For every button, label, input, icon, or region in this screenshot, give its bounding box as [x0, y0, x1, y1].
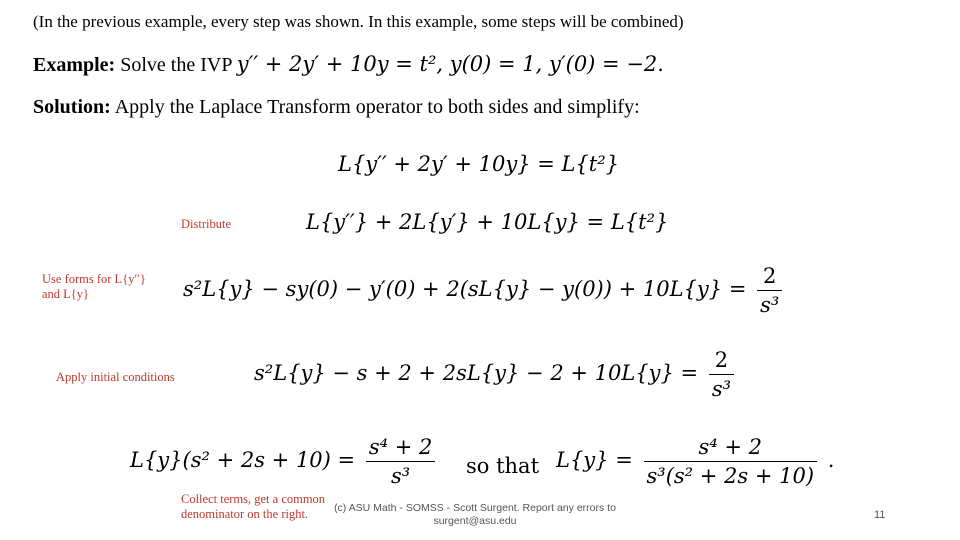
step-4-numerator: 2: [709, 348, 734, 375]
example-line: [33, 52, 664, 77]
solution-text: Apply the Laplace Transform operator to both sides and simplify:: [114, 96, 640, 118]
step-4-lhs: s²L{y} − s + 2 + 2sL{y} − 2 + 10L{y} =: [254, 361, 699, 385]
step-6-equation: [556, 435, 834, 488]
step-4-equation: [254, 348, 738, 401]
note-collect-line1: Collect terms, get a common: [181, 492, 326, 506]
step-3-denominator: s³: [760, 293, 780, 317]
step-5-numerator: s⁴ + 2: [366, 435, 436, 462]
so-that-text: so that: [466, 454, 540, 478]
step-2-equation: L{y′′} + 2L{y′} + 10L{y} = L{t²}: [306, 210, 669, 234]
note-use-forms-line2: and L{y}: [42, 287, 90, 301]
note-use-forms-line1: Use forms for L{y′′}: [42, 272, 146, 286]
example-equation: y′′ + 2y′ + 10y = t², y(0) = 1, y′(0) = −2.: [236, 52, 664, 76]
step-5-lhs: L{y}(s² + 2s + 10) =: [130, 448, 356, 472]
step-4-fraction: [709, 348, 734, 401]
note-collect-terms: [181, 492, 325, 522]
step-3-fraction: [757, 264, 782, 317]
step-5-denominator: s³: [390, 464, 411, 488]
solution-line: [33, 96, 640, 119]
step-4-denominator: s³: [711, 377, 732, 401]
note-apply-initial: Apply initial conditions: [56, 370, 175, 384]
footer-line2: surgent@asu.edu: [433, 515, 517, 527]
step-5-equation: [130, 435, 439, 488]
page-number: 11: [874, 509, 886, 521]
example-label: Example:: [33, 54, 116, 76]
step-6-lhs: L{y} =: [556, 448, 633, 472]
example-text: Solve the IVP: [120, 54, 232, 76]
note-distribute: Distribute: [181, 217, 231, 231]
step-6-fraction: [644, 435, 818, 488]
footer-line1: (c) ASU Math - SOMSS - Scott Surgent. Report any errors to: [334, 502, 616, 514]
note-collect-line2: denominator on the right.: [181, 507, 309, 521]
note-use-forms: [42, 272, 146, 302]
step-1-equation: L{y′′ + 2y′ + 10y} = L{t²}: [338, 152, 620, 176]
step-5-fraction: [366, 435, 436, 488]
step-3-equation: [183, 264, 786, 317]
step-6-numerator: s⁴ + 2: [644, 435, 818, 462]
solution-label: Solution:: [33, 96, 111, 118]
step-6-denominator: s³(s² + 2s + 10): [646, 464, 815, 488]
step-3-numerator: 2: [757, 264, 782, 291]
footer-credit: [325, 502, 625, 528]
step-6-period: .: [827, 448, 835, 472]
intro-text: (In the previous example, every step was shown. In this example, some steps will be combined): [33, 12, 684, 31]
step-3-lhs: s²L{y} − sy(0) − y′(0) + 2(sL{y} − y(0)) + 10L{y} =: [183, 277, 747, 301]
